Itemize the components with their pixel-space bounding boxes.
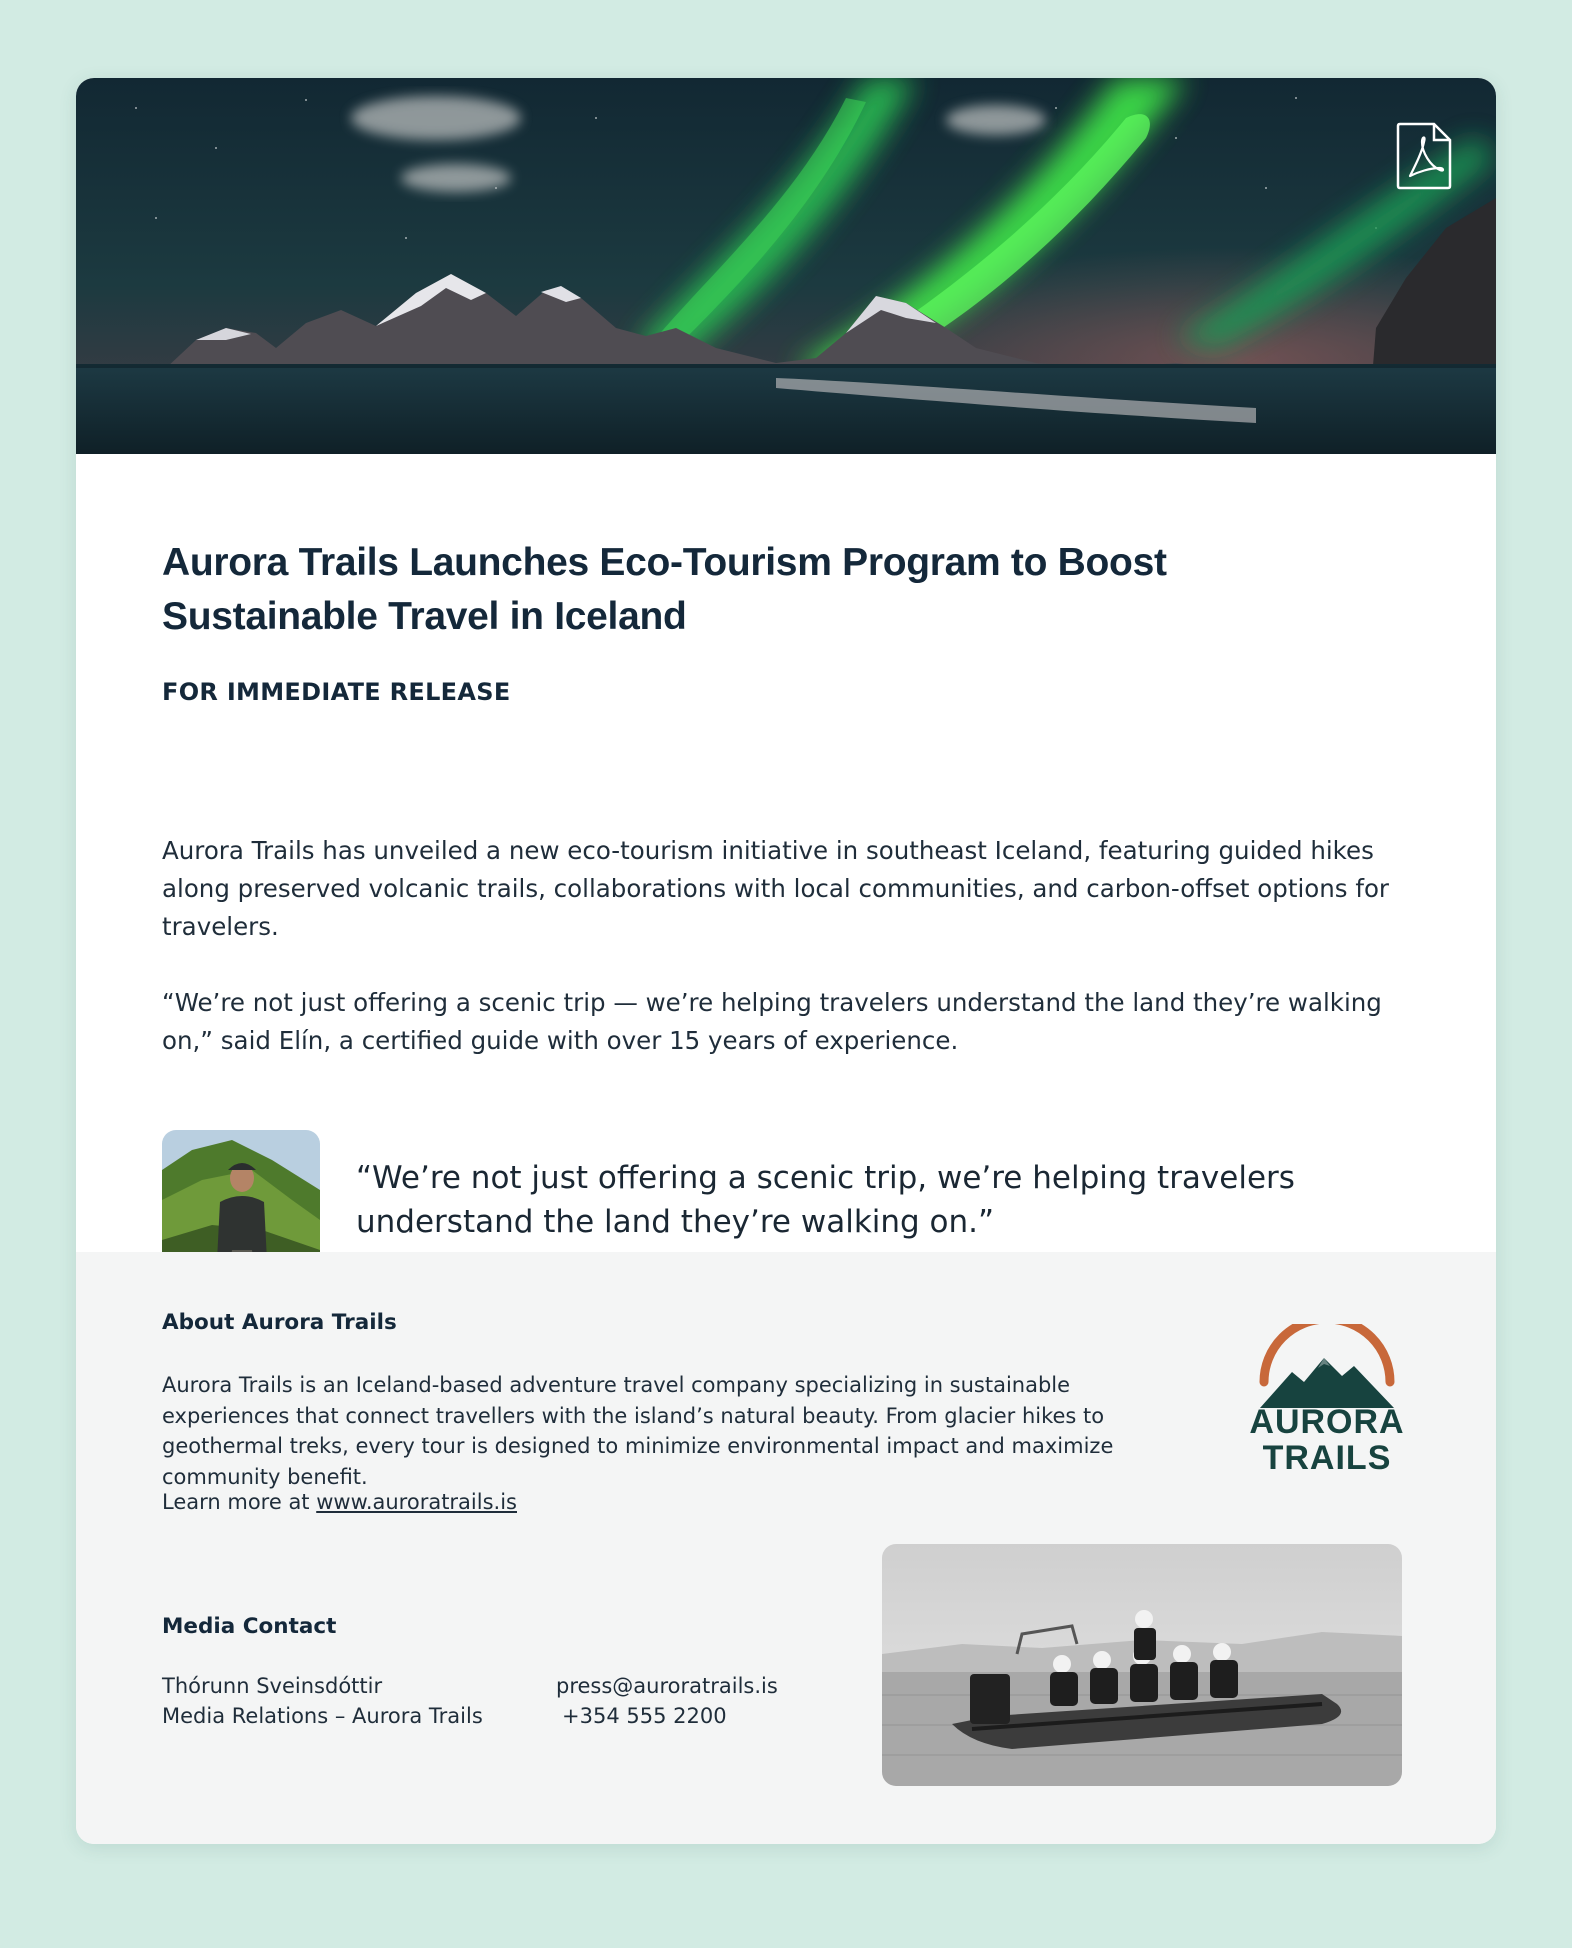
intro-paragraph: Aurora Trails has unveiled a new eco-tourism initiative in southeast Iceland, featuring guided hikes along preserved volcanic trails, collaborations with local communities, and carbon-offset options for travelers.: [162, 836, 1390, 941]
page-title: Aurora Trails Launches Eco-Tourism Program to Boost Sustainable Travel in Iceland: [162, 541, 1167, 638]
about-text: Aurora Trails is an Iceland-based adventure travel company specializing in sustainable experiences that connect travellers with the island’s natural beauty. From glacier hikes to geothermal treks, every tour is designed to minimize environmental impact and maximize community benefit.: [162, 1373, 1114, 1489]
about-title: About Aurora Trails: [162, 1310, 397, 1335]
learn-more-label: Learn more at: [162, 1490, 317, 1514]
logo-line-1: AURORA: [1249, 1403, 1405, 1441]
pdf-download-icon[interactable]: [1396, 122, 1452, 190]
contact-role: Media Relations – Aurora Trails: [162, 1704, 483, 1728]
learn-more: [162, 1490, 517, 1514]
contact-name: Thórunn Sveinsdóttir: [162, 1674, 383, 1698]
contact-email[interactable]: press@auroratrails.is: [556, 1674, 778, 1698]
logo-line-2: TRAILS: [1262, 1439, 1392, 1477]
website-link[interactable]: www.auroratrails.is: [316, 1490, 517, 1514]
contact-phone[interactable]: +354 555 2200: [562, 1704, 727, 1728]
quote-paragraph: “We’re not just offering a scenic trip — we’re helping travelers understand the land they’re walking on,” said Elín, a certified guide with over 15 years of experience.: [162, 988, 1382, 1055]
hero-image: [76, 78, 1496, 454]
footer-section: [76, 1252, 1496, 1844]
media-contact-title: Media Contact: [162, 1614, 337, 1639]
logo-mountain-icon: [1242, 1324, 1412, 1414]
release-label: FOR IMMEDIATE RELEASE: [162, 678, 511, 706]
aurora-trails-logo: [1242, 1324, 1412, 1477]
pull-quote: “We’re not just offering a scenic trip, we’re helping travelers understand the land they’re walking on.”: [356, 1160, 1295, 1240]
boat-tour-image: [882, 1544, 1402, 1786]
press-release-card: [76, 78, 1496, 1844]
